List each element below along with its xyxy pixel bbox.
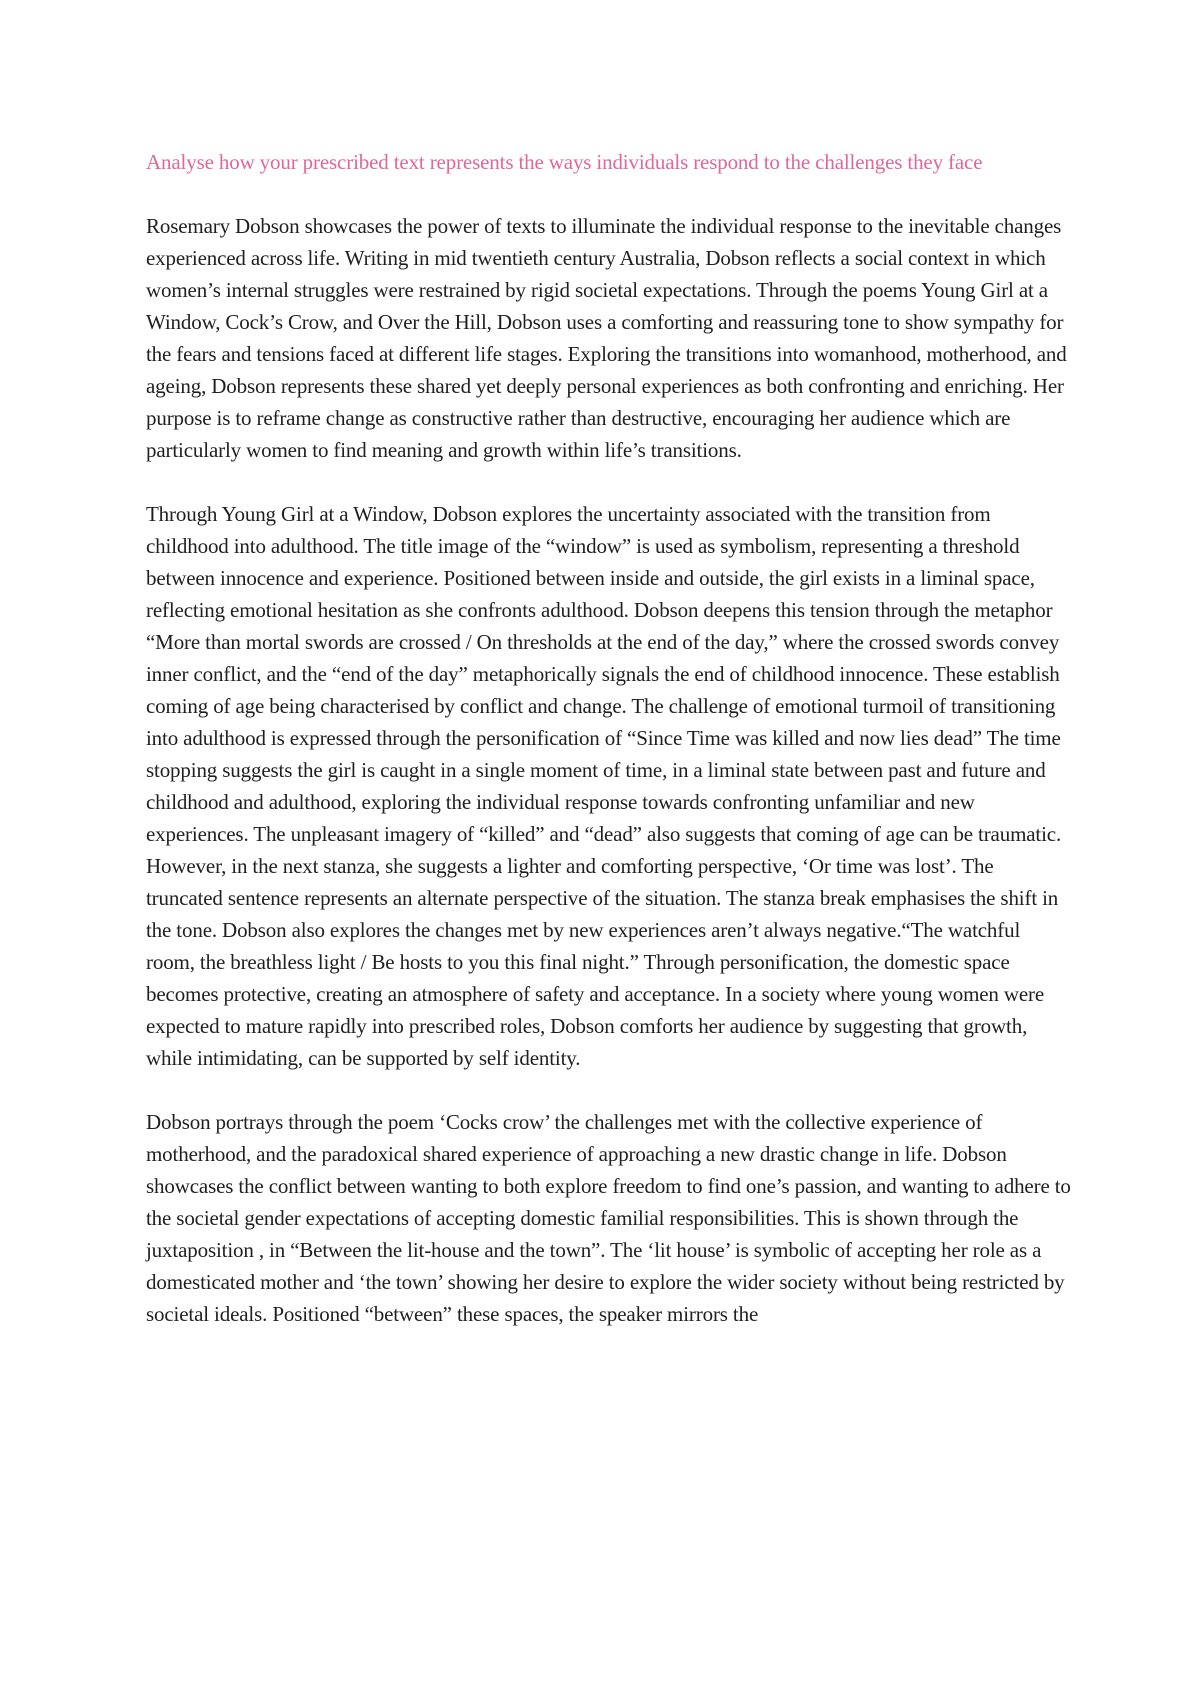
document-body	[146, 146, 1072, 1330]
essay-question-heading: Analyse how your prescribed text represents the ways individuals respond to the challenges they face	[146, 150, 983, 174]
paragraph-introduction: Rosemary Dobson showcases the power of texts to illuminate the individual response to the inevitable changes experienced across life. Writing in mid twentieth century Australia, Dobson reflects a social context in which women’s internal struggles were restrained by rigid societal expectations. Through the poems Young Girl at a Window, Cock’s Crow, and Over the Hill, Dobson uses a comforting and reassuring tone to show sympathy for the fears and tensions faced at different life stages. Exploring the transitions into womanhood, motherhood, and ageing, Dobson represents these shared yet deeply personal experiences as both confronting and enriching. Her purpose is to reframe change as constructive rather than destructive, encouraging her audience which are particularly women to find meaning and growth within life’s transitions.	[146, 214, 1067, 462]
paragraph-cocks-crow: Dobson portrays through the poem ‘Cocks crow’ the challenges met with the collective experience of motherhood, and the paradoxical shared experience of approaching a new drastic change in life. Dobson showcases the conflict between wanting to both explore freedom to find one’s passion, and wanting to adhere to the societal gender expectations of accepting domestic familial responsibilities. This is shown through the juxtaposition , in “Between the lit-house and the town”. The ‘lit house’ is symbolic of accepting her role as a domesticated mother and ‘the town’ showing her desire to explore the wider society without being restricted by societal ideals. Positioned “between” these spaces, the speaker mirrors the	[146, 1110, 1071, 1326]
paragraph-young-girl-at-a-window: Through Young Girl at a Window, Dobson explores the uncertainty associated with the transition from childhood into adulthood. The title image of the “window” is used as symbolism, representing a threshold between innocence and experience. Positioned between inside and outside, the girl exists in a liminal space, reflecting emotional hesitation as she confronts adulthood. Dobson deepens this tension through the metaphor “More than mortal swords are crossed / On thresholds at the end of the day,” where the crossed swords convey inner conflict, and the “end of the day” metaphorically signals the end of childhood innocence. These establish coming of age being characterised by conflict and change. The challenge of emotional turmoil of transitioning into adulthood is expressed through the personification of “Since Time was killed and now lies dead” The time stopping suggests the girl is caught in a single moment of time, in a liminal state between past and future and childhood and adulthood, exploring the individual response towards confronting unfamiliar and new experiences. The unpleasant imagery of “killed” and “dead” also suggests that coming of age can be traumatic. However, in the next stanza, she suggests a lighter and comforting perspective, ‘Or time was lost’. The truncated sentence represents an alternate perspective of the situation. The stanza break emphasises the shift in the tone. Dobson also explores the changes met by new experiences aren’t always negative.“The watchful room, the breathless light / Be hosts to you this final night.” Through personification, the domestic space becomes protective, creating an atmosphere of safety and acceptance. In a society where young women were expected to mature rapidly into prescribed roles, Dobson comforts her audience by suggesting that growth, while intimidating, can be supported by self identity.	[146, 502, 1062, 1070]
